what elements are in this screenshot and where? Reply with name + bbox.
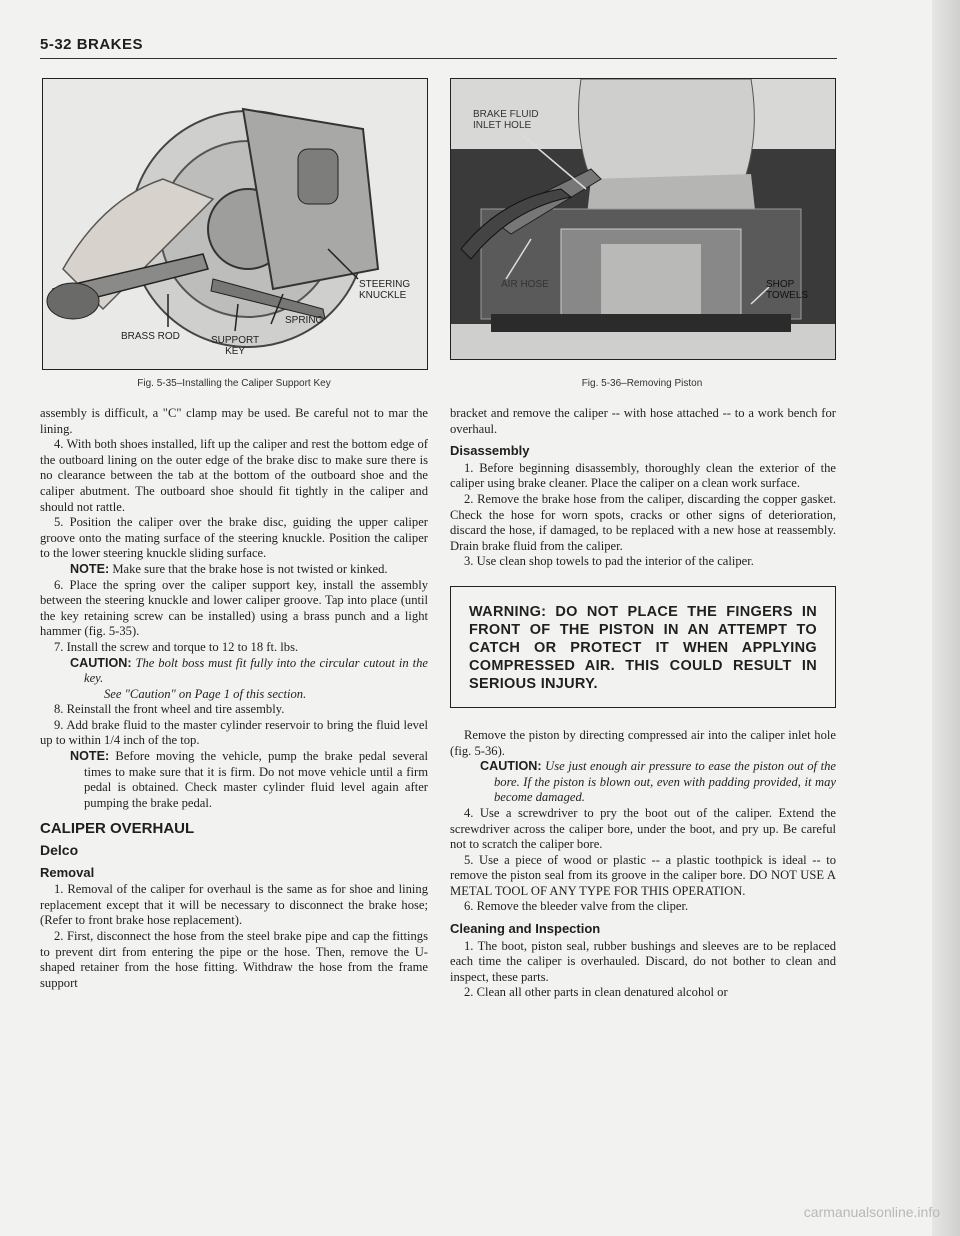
caution1-text: The bolt boss must fit fully into the circular cutout in the key. [84, 655, 428, 686]
figure-caliper-support-key [42, 78, 428, 370]
note1-label: NOTE: [70, 561, 110, 576]
left-step6: 6. Place the spring over the caliper support key, install the assembly between the steering knuckle and lower caliper groove. Tap into place (until the key retaining screw can be installed) using a brass punch and a light hammer (fig. 5-35). [40, 577, 428, 639]
label-steering-knuckle: STEERING KNUCKLE [359, 279, 411, 301]
left-removal-step1: 1. Removal of the caliper for overhaul is the same as for shoe and lining replacement except that it will be necessary to disconnect the brake hose; (Refer to front brake hose replacement). [40, 882, 428, 928]
right-remove-piston: Remove the piston by directing compressed air into the caliper inlet hole (fig. 5-36). [450, 727, 836, 758]
page-header [40, 36, 837, 59]
label-spring: SPRING [285, 315, 324, 326]
heading-delco: Delco [40, 842, 79, 859]
left-column [40, 406, 428, 991]
caution2-text: Use just enough air pressure to ease the piston out of the bore. If the piston is blown out, even with padding provided, it may become damaged. [494, 759, 836, 805]
right-clean-step2: 2. Clean all other parts in clean denatured alcohol or [464, 985, 728, 1000]
note1-text: Make sure that the brake hose is not twisted or kinked. [109, 561, 388, 576]
right-step5: 5. Use a piece of wood or plastic -- a plastic toothpick is ideal -- to remove the piston seal from its groove in the caliper bore. DO NOT USE A METAL TOOL OF ANY TYPE FOR THIS OPERATION. [450, 852, 836, 898]
caution1-label: CAUTION: [70, 655, 132, 670]
label-air-hose: AIR HOSE [501, 279, 549, 290]
left-step8: 8. Reinstall the front wheel and tire assembly. [54, 702, 285, 717]
left-note2 [40, 749, 428, 811]
label-brake-fluid-inlet-hole: BRAKE FLUID INLET HOLE [473, 109, 539, 131]
left-step4: 4. With both shoes installed, lift up the caliper and rest the bottom edge of the outboard lining on the outer edge of the brake disc to make sure there is no clearance between the tab at the bottom of the outboard shoe and the caliper abutment. The outboard shoe should fit tightly in the caliper and should not rattle. [40, 437, 428, 514]
left-removal-step2: 2. First, disconnect the hose from the steel brake pipe and cap the fittings to prevent dirt from entering the pipe or the hose. Then, remove the U-shaped retainer from the hose fitting. Withdraw the hose from the frame support [40, 929, 428, 990]
right-column [450, 406, 836, 1001]
right-step3: 3. Use clean shop towels to pad the interior of the caliper. [464, 554, 754, 569]
figure-removing-piston [450, 78, 836, 360]
figure-caliper-support-key-illustration [43, 79, 427, 369]
figure1-caption: Fig. 5-35–Installing the Caliper Support Key [137, 378, 331, 389]
label-support-key: SUPPORT KEY [211, 335, 260, 357]
heading-cleaning-inspection: Cleaning and Inspection [450, 921, 601, 937]
heading-caliper-overhaul: CALIPER OVERHAUL [40, 820, 195, 838]
left-caution1 [40, 656, 428, 687]
caution2-label: CAUTION: [480, 759, 542, 774]
watermark: carmanualsonline.info [803, 1204, 940, 1220]
heading-removal: Removal [40, 864, 95, 880]
left-note1 [40, 562, 428, 578]
right-step1: 1. Before beginning disassembly, thoroughly clean the exterior of the caliper using brake cleaner. Place the caliper on a clean work surface. [450, 460, 836, 491]
page-ref: 5-32 BRAKES [40, 36, 144, 53]
left-p1: assembly is difficult, a "C" clamp may be used. Be careful not to mar the lining. [40, 406, 428, 436]
right-step2: 2. Remove the brake hose from the caliper, discarding the copper gasket. Check the hose for worn spots, cracks or other signs of deterioration, discard the hose, if damaged, to be replaced with a new hose at reassembly. Drain brake fluid from the caliper. [450, 491, 836, 553]
right-p1: bracket and remove the caliper -- with hose attached -- to a work bench for overhaul. [450, 406, 836, 436]
left-see-also: See "Caution" on Page 1 of this section. [104, 686, 307, 701]
right-caution [450, 759, 836, 806]
warning-box: WARNING: DO NOT PLACE THE FINGERS IN FRONT OF THE PISTON IN AN ATTEMPT TO CATCH OR PROTECT IT WHEN APPLYING COMPRESSED AIR. THIS COULD RESULT IN SERIOUS INJURY. [450, 586, 836, 708]
left-step9: 9. Add brake fluid to the master cylinder reservoir to bring the fluid level up to within 1/4 inch of the top. [40, 717, 428, 748]
note2-text: Before moving the vehicle, pump the brake pedal several times to make sure that it is firm. Do not move vehicle until a firm pedal is obtained. Check master cylinder fluid level again after pumping the brake pedal. [84, 749, 428, 810]
label-brass-rod: BRASS ROD [121, 331, 180, 342]
heading-disassembly: Disassembly [450, 443, 530, 459]
right-step6: 6. Remove the bleeder valve from the cliper. [464, 899, 689, 914]
figure2-caption: Fig. 5-36–Removing Piston [581, 378, 703, 389]
note2-label: NOTE: [70, 749, 110, 764]
left-step7: 7. Install the screw and torque to 12 to 18 ft. lbs. [54, 639, 299, 654]
label-shop-towels: SHOP TOWELS [766, 279, 809, 301]
right-clean-step1: 1. The boot, piston seal, rubber bushings and sleeves are to be replaced each time the caliper is overhauled. Discard, do not bother to clean and inspect, these parts. [450, 938, 836, 984]
left-step5: 5. Position the caliper over the brake disc, guiding the upper caliper groove onto the mating surface of the steering knuckle. Position the caliper to the lower steering knuckle sliding surface. [40, 515, 428, 561]
right-step4: 4. Use a screwdriver to pry the boot out of the caliper. Extend the screwdriver across the caliper bore, under the boot, and pry up. Be careful not to scratch the caliper bore. [450, 805, 836, 852]
page-edge-shadow [932, 0, 960, 1236]
